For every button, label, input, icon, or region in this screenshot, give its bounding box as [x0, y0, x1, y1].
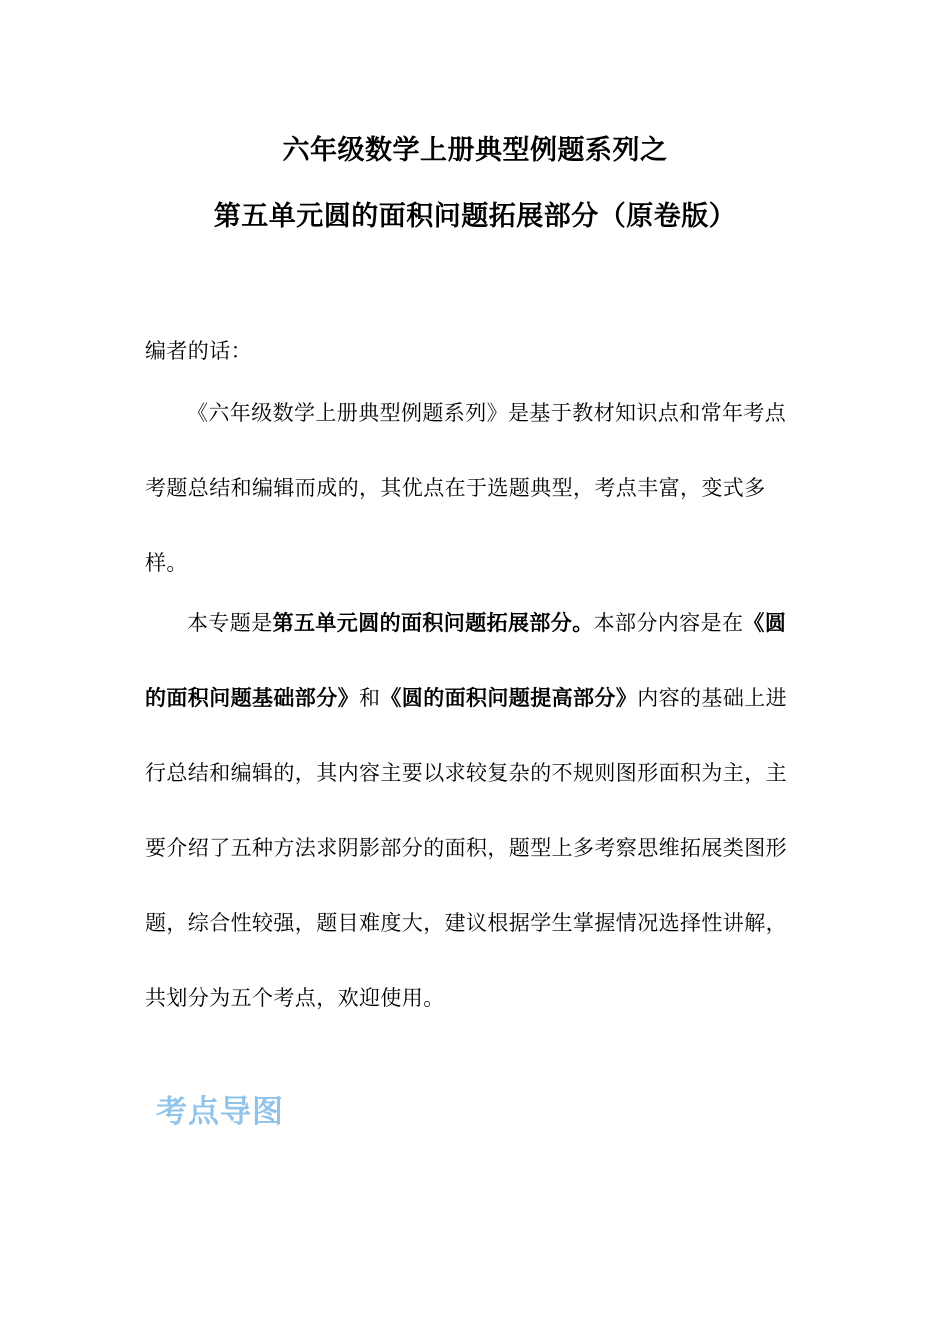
- topic-unit-name: 第五单元圆的面积问题拓展部分。: [272, 611, 594, 635]
- intro-paragraph: 《六年级数学上册典型例题系列》是基于教材知识点和常年考点考题总结和编辑而成的，其优点在于选题典型，考点丰富，变式多样。: [145, 401, 787, 575]
- topic-paragraph: [145, 586, 795, 1036]
- advanced-part-title: 《圆的面积问题提高部分》: [380, 686, 638, 710]
- section-heading-mindmap: 考点导图: [156, 1094, 284, 1130]
- document-title-line-2: 第五单元圆的面积问题拓展部分（原卷版）: [213, 201, 737, 232]
- topic-text-1: 本专题是: [187, 611, 273, 635]
- document-title-line-1: 六年级数学上册典型例题系列之: [282, 135, 668, 166]
- topic-text-3: 和: [359, 686, 381, 710]
- editor-note-label: 编者的话：: [145, 339, 252, 363]
- topic-text-2: 本部分内容是在: [593, 611, 744, 635]
- basic-part-title: 《圆的面积问题基础部分》: [145, 611, 787, 710]
- topic-text-4: 内容的基础上进行总结和编辑的，其内容主要以求较复杂的不规则图形面积为主，主要介绍了五种方法求阴影部分的面积，题型上多考察思维拓展类图形题，综合性较强，题目难度大，建议根据学生掌握情况选择性讲解，共划分为五个考点，欢迎使用。: [145, 686, 788, 1010]
